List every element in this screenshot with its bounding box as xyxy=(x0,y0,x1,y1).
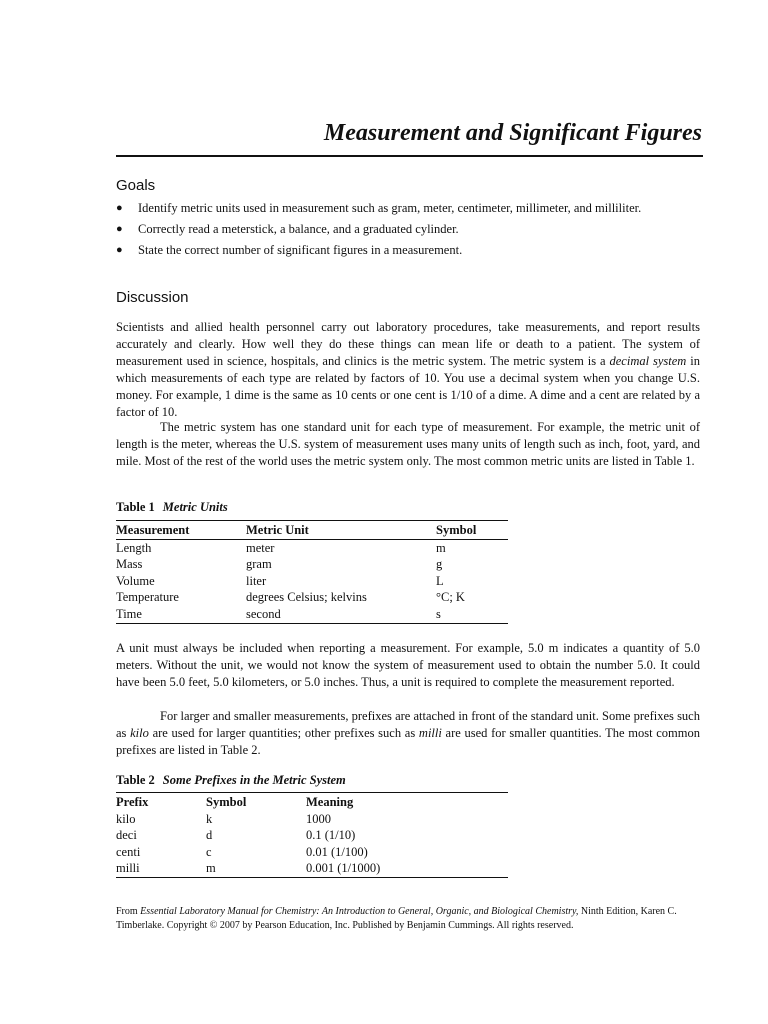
goal-item: ● Correctly read a meterstick, a balance, and a graduated cylinder. xyxy=(116,222,459,236)
table2-header: Prefix xyxy=(116,794,149,809)
table-row: Length meter m xyxy=(116,540,446,555)
bullet-icon: ● xyxy=(116,244,123,256)
table-row: Mass gram g xyxy=(116,557,443,572)
table1-header: Symbol xyxy=(436,521,508,540)
discussion-paragraph-2: The metric system has one standard unit for each type of measurement. For example, the metric unit of length is the meter, whereas the U.S. system of measurement uses many units of length such as inch, foot, yard, and mile. Most of the rest of the world uses the metric system only. The most common metric units are listed in Table 1. xyxy=(116,420,700,468)
table-row: centi c 0.01 (1/100) xyxy=(116,844,368,859)
copyright-footer: From Essential Laboratory Manual for Chemistry: An Introduction to General, Organic, and Biological Chemistry, Ninth Edition, Karen C. Timberlake. Copyright © 2007 by Pearson Education, Inc. Published by Benjamin Cummings. All rights reserved. xyxy=(116,906,677,931)
table-row: kilo k 1000 xyxy=(116,811,331,826)
table-row: deci d 0.1 (1/10) xyxy=(116,828,356,843)
table1-header: Metric Unit xyxy=(246,521,436,540)
goal-item: ● State the correct number of significant figures in a measurement. xyxy=(116,243,463,257)
goals-heading: Goals xyxy=(116,177,156,194)
table2-caption: Table 2 Some Prefixes in the Metric System xyxy=(116,773,346,787)
table1-caption: Table 1 Metric Units xyxy=(116,500,228,514)
table-row: milli m 0.001 (1/1000) xyxy=(116,861,508,878)
discussion-paragraph-1: Scientists and allied health personnel carry out laboratory procedures, take measurements, and report results accurately and clearly. How well they do these things can mean life or death to a patient. The system of measurement used in science, hospitals, and clinics is the metric system. The metric system is a decimal system in which measurements of each type are related by factors of 10. You use a decimal system when you change U.S. money. For example, 1 dime is the same as 10 cents or one cent is 1/10 of a dime. A dime and a cent are related by a factor of 10. xyxy=(116,320,700,419)
title-rule xyxy=(116,155,703,157)
discussion-paragraph-4: For larger and smaller measurements, prefixes are attached in front of the standard unit. Some prefixes such as kilo are used for larger quantities; other prefixes such as milli are used for smaller quantities. The most common prefixes are listed in Table 2. xyxy=(116,709,700,757)
table-row: Volume liter L xyxy=(116,573,444,588)
goal-item: ● Identify metric units used in measurement such as gram, meter, centimeter, millimeter, and milliliter. xyxy=(116,201,642,215)
discussion-heading: Discussion xyxy=(116,289,189,306)
table1-header: Measurement xyxy=(116,521,246,540)
metric-units-table xyxy=(116,520,508,624)
prefixes-table xyxy=(116,792,508,878)
table2-header: Meaning xyxy=(306,794,354,809)
bullet-icon: ● xyxy=(116,202,123,214)
bullet-icon: ● xyxy=(116,223,123,235)
table-row: Temperature degrees Celsius; kelvins °C; K xyxy=(116,590,465,605)
table-row: Time second s xyxy=(116,606,508,623)
discussion-paragraph-3: A unit must always be included when reporting a measurement. For example, 5.0 m indicates a quantity of 5.0 meters. Without the unit, we would not know the system of measurement used to obtain the number 5.0. It could have been 5.0 feet, 5.0 kilometers, or 5.0 inches. Thus, a unit is required to complete the measurement reported. xyxy=(116,641,700,689)
goals-list xyxy=(116,200,656,263)
page-title: Measurement and Significant Figures xyxy=(323,120,702,146)
table2-header: Symbol xyxy=(206,794,247,809)
